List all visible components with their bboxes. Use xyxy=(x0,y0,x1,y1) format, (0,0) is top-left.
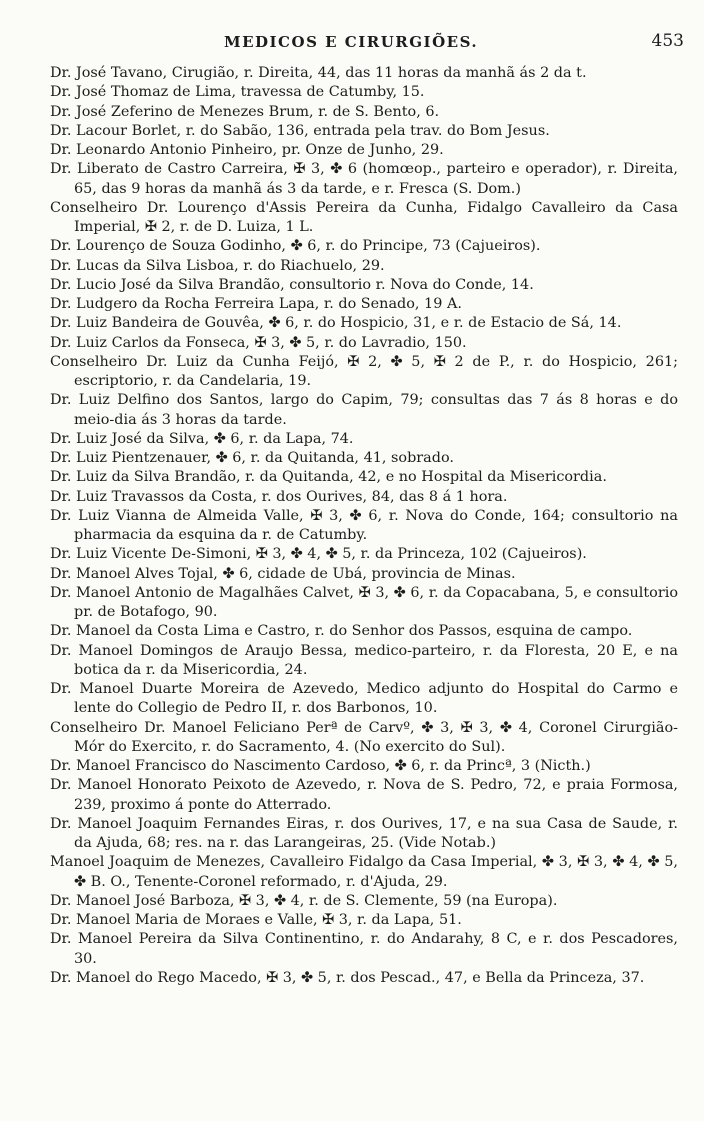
directory-entry: Dr. Lourenço de Souza Godinho, ✤ 6, r. do Principe, 73 (Cajueiros). xyxy=(50,238,541,255)
directory-entry: Conselheiro Dr. Luiz da Cunha Feijó, ✠ 2, ✤ 5, ✠ 2 de P., r. do Hospicio, 261; escriptorio, r. da Candelaria, 19. xyxy=(50,353,678,389)
directory-entry: Dr. Lacour Borlet, r. do Sabão, 136, entrada pela trav. do Bom Jesus. xyxy=(50,122,550,139)
directory-entry: Dr. Leonardo Antonio Pinheiro, pr. Onze de Junho, 29. xyxy=(50,142,444,158)
directory-entry: Dr. Luiz Delfino dos Santos, largo do Capim, 79; consultas das 7 ás 8 horas e do meio-dia ás 3 horas da tarde. xyxy=(50,392,678,428)
directory-entry: Dr. Luiz Bandeira de Gouvêa, ✤ 6, r. do Hospicio, 31, e r. de Estacio de Sá, 14. xyxy=(50,315,622,332)
directory-entry: Dr. José Zeferino de Menezes Brum, r. de S. Bento, 6. xyxy=(50,103,440,120)
directory-entry: Dr. Manoel Antonio de Magalhães Calvet, ✠ 3, ✤ 6, r. da Copacabana, 5, e consultorio pr. de Botafogo, 90. xyxy=(50,584,678,620)
directory-entry: Dr. Manoel Pereira da Silva Continentino, r. do Andarahy, 8 C, e r. dos Pescadores, 30. xyxy=(50,931,678,967)
directory-entry: Dr. Luiz Vianna de Almeida Valle, ✠ 3, ✤ 6, r. Nova do Conde, 164; consultorio na pharmacia da esquina da r. de Catumby. xyxy=(50,507,678,543)
directory-entry: Conselheiro Dr. Manoel Feliciano Perª de Carvº, ✤ 3, ✠ 3, ✤ 4, Coronel Cirurgião-Mór do Exercito, r. do Sacramento, 4. (No exercito do Sul). xyxy=(50,719,678,755)
directory-entry: Dr. Manoel Honorato Peixoto de Azevedo, r. Nova de S. Pedro, 72, e praia Formosa, 239, proximo á ponte do Atterrado. xyxy=(50,777,678,813)
directory-entry: Dr. Liberato de Castro Carreira, ✠ 3, ✤ 6 (homœop., parteiro e operador), r. Direita, 65, das 9 horas da manhã ás 3 da tarde, e r. Fresca (S. Dom.) xyxy=(50,161,678,197)
directory-entry: Dr. Luiz Carlos da Fonseca, ✠ 3, ✤ 5, r. do Lavradio, 150. xyxy=(50,334,467,351)
directory-entry: Dr. José Thomaz de Lima, travessa de Catumby, 15. xyxy=(50,84,425,101)
directory-entry: Dr. Luiz Vicente De-Simoni, ✠ 3, ✤ 4, ✤ 5, r. da Princeza, 102 (Cajueiros). xyxy=(50,546,587,563)
directory-entry: Dr. Manoel do Rego Macedo, ✠ 3, ✤ 5, r. dos Pescad., 47, e Bella da Princeza, 37. xyxy=(50,969,645,986)
running-title: MEDICOS E CIRURGIÕES. xyxy=(224,33,479,51)
directory-entry: Dr. Manoel da Costa Lima e Castro, r. do Senhor dos Passos, esquina de campo. xyxy=(50,623,633,640)
page-header xyxy=(0,33,704,61)
page-number: 453 xyxy=(651,31,684,51)
directory-entry: Manoel Joaquim de Menezes, Cavalleiro Fidalgo da Casa Imperial, ✤ 3, ✠ 3, ✤ 4, ✤ 5, ✤ B. O., Tenente-Coronel reformado, r. d'Ajuda, 29. xyxy=(50,854,678,890)
directory-entry: Dr. Manoel José Barboza, ✠ 3, ✤ 4, r. de S. Clemente, 59 (na Europa). xyxy=(50,892,558,909)
directory-entries xyxy=(50,64,678,988)
directory-entry: Dr. Manoel Francisco do Nascimento Cardoso, ✤ 6, r. da Princª, 3 (Nicth.) xyxy=(50,758,591,774)
directory-entry: Dr. Luiz Travassos da Costa, r. dos Ourives, 84, das 8 á 1 hora. xyxy=(50,488,508,505)
directory-entry: Dr. Manoel Maria de Moraes e Valle, ✠ 3, r. da Lapa, 51. xyxy=(50,912,462,928)
directory-entry: Dr. Luiz José da Silva, ✤ 6, r. da Lapa, 74. xyxy=(50,430,354,447)
directory-entry: Dr. Manoel Duarte Moreira de Azevedo, Medico adjunto do Hospital do Carmo e lente do Collegio de Pedro II, r. dos Barbonos, 10. xyxy=(50,681,678,717)
directory-entry: Conselheiro Dr. Lourenço d'Assis Pereira da Cunha, Fidalgo Cavalleiro da Casa Imperial, ✠ 2, r. de D. Luiza, 1 L. xyxy=(50,199,678,235)
directory-entry: Dr. Manoel Domingos de Araujo Bessa, medico-parteiro, r. da Floresta, 20 E, e na botica da r. da Misericordia, 24. xyxy=(50,642,678,678)
directory-entry: Dr. José Tavano, Cirugião, r. Direita, 44, das 11 horas da manhã ás 2 da t. xyxy=(50,65,587,81)
directory-entry: Dr. Lucio José da Silva Brandão, consultorio r. Nova do Conde, 14. xyxy=(50,276,534,293)
directory-entry: Dr. Ludgero da Rocha Ferreira Lapa, r. do Senado, 19 A. xyxy=(50,296,462,312)
directory-entry: Dr. Manoel Joaquim Fernandes Eiras, r. dos Ourives, 17, e na sua Casa de Saude, r. da Ajuda, 68; res. na r. das Larangeiras, 25. (Vide Notab.) xyxy=(50,815,678,851)
directory-entry: Dr. Luiz da Silva Brandão, r. da Quitanda, 42, e no Hospital da Misericordia. xyxy=(50,469,607,486)
directory-entry: Dr. Luiz Pientzenauer, ✤ 6, r. da Quitanda, 41, sobrado. xyxy=(50,450,454,466)
directory-entry: Dr. Lucas da Silva Lisboa, r. do Riachuelo, 29. xyxy=(50,257,385,274)
directory-entry: Dr. Manoel Alves Tojal, ✤ 6, cidade de Ubá, provincia de Minas. xyxy=(50,565,516,582)
